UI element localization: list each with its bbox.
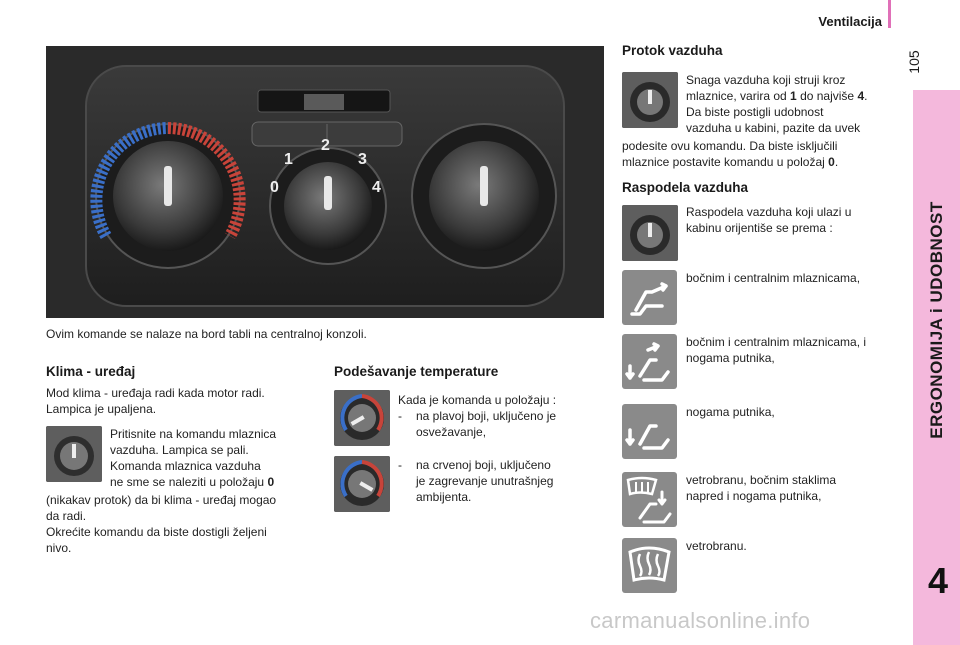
temperature-cold-thumbnail — [334, 390, 390, 446]
airflow-heading: Protok vazduha — [622, 43, 723, 58]
face-vents-icon — [622, 270, 677, 325]
distribution-item-2-text: bočnim i centralnim mlaznicama, i nogama putnika, — [686, 335, 867, 365]
fan-speed-thumbnail — [622, 72, 678, 128]
defrost-icon — [622, 538, 677, 593]
airflow-body: podesite ovu komandu. Da biste isključili mlaznice postavite komandu u položaj 0. — [622, 139, 839, 169]
klima-heading: Klima - uređaj — [46, 364, 136, 379]
windshield-and-feet-icon — [622, 472, 677, 527]
airflow-side-text: Snaga vazduha koji struji kroz mlaznice, varira od 1 do najviše 4. Da biste postigli udobnost vazduha u kabini, pazite da uvek — [686, 73, 868, 135]
svg-text:3: 3 — [358, 151, 367, 168]
console-photo — [46, 46, 604, 318]
chapter-title: ERGONOMIJA i UDOBNOST — [926, 201, 946, 439]
klima-body: (nikakav protok) da bi klima - uređaj mogao da radi. Okrećite komandu da biste dostigli željeni nivo. — [46, 493, 277, 555]
temperature-hot-text: - na crvenoj boji, uključeno je zagrevanje unutrašnjeg ambijenta. — [398, 458, 554, 504]
distribution-dial-thumbnail — [622, 205, 678, 261]
header-divider — [888, 0, 891, 28]
face-and-feet-icon — [622, 334, 677, 389]
distribution-item-1-text: bočnim i centralnim mlaznicama, — [686, 271, 861, 285]
svg-text:4: 4 — [372, 179, 381, 196]
page-number: 105 — [906, 50, 922, 74]
distribution-item-4-text: vetrobranu, bočnim staklima napred i nogama putnika, — [686, 473, 837, 503]
distribution-item-3-text: nogama putnika, — [686, 405, 775, 419]
svg-text:0: 0 — [270, 179, 279, 196]
watermark: carmanualsonline.info — [590, 608, 811, 633]
klima-side-text: Pritisnite na komandu mlaznica vazduha. Lampica se pali. Komanda mlaznica vazduha ne sme se naleziti u položaju 0 — [110, 427, 277, 489]
svg-text:1: 1 — [284, 151, 293, 168]
feet-icon — [622, 404, 677, 459]
distribution-heading: Raspodela vazduha — [622, 180, 749, 195]
svg-text:2: 2 — [321, 137, 330, 154]
photo-caption: Ovim komande se nalaze na bord tabli na centralnoj konzoli. — [46, 327, 367, 341]
temperature-dial — [96, 124, 240, 268]
air-distribution-dial — [412, 124, 556, 268]
ac-button-thumbnail — [46, 426, 102, 482]
temperature-hot-thumbnail — [334, 456, 390, 512]
temperature-heading: Podešavanje temperature — [334, 364, 499, 379]
chapter-number: 4 — [927, 560, 949, 601]
section-title: Ventilacija — [818, 14, 882, 29]
klima-intro: Mod klima - uređaja radi kada motor radi. Lampica je upaljena. — [46, 386, 265, 416]
distribution-item-5-text: vetrobranu. — [686, 539, 747, 553]
temperature-text: Kada je komanda u položaju : - na plavoj boji, uključeno je osvežavanje, — [398, 393, 557, 439]
distribution-intro: Raspodela vazduha koji ulazi u kabinu orijentiše se prema : — [686, 205, 852, 235]
